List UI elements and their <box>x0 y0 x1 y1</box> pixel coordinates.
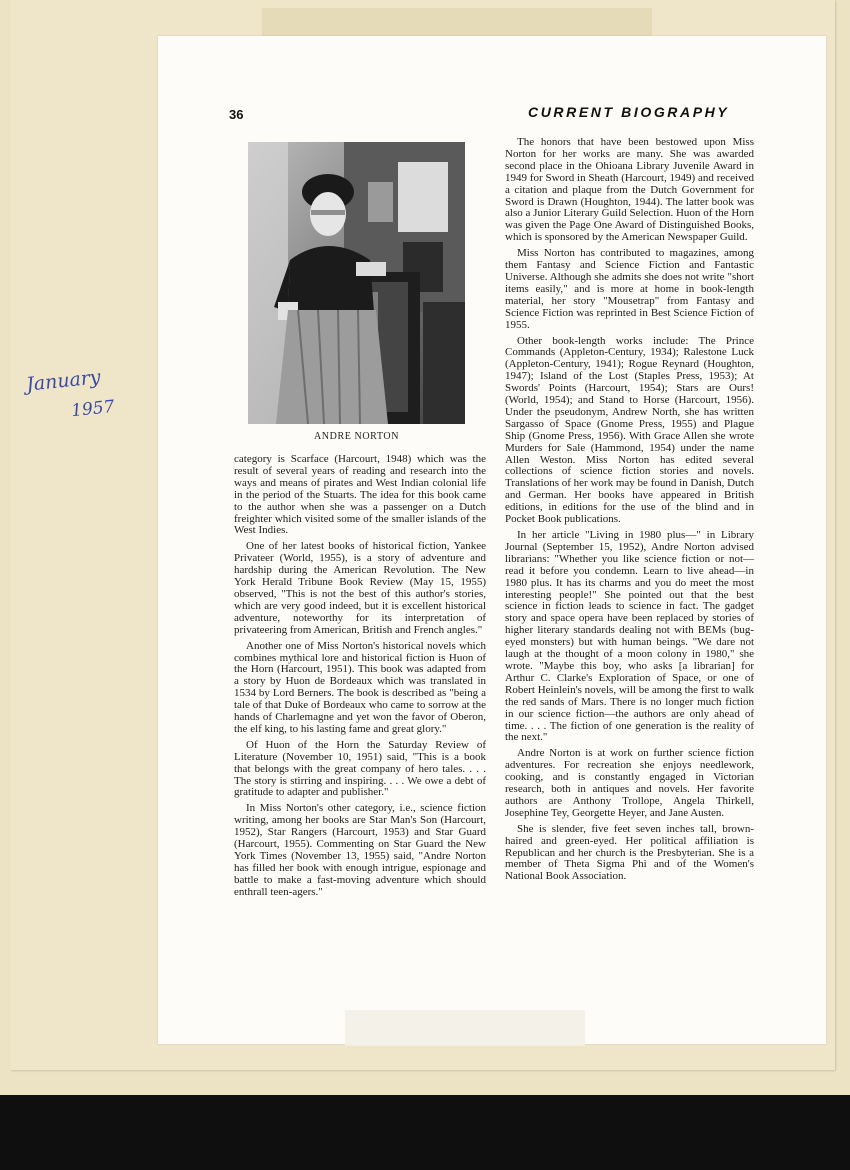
article-column-left <box>234 454 486 903</box>
handwritten-year: 1957 <box>70 396 116 422</box>
paragraph: category is Scarface (Harcourt, 1948) which was the result of several years of reading and research into the ways and means of pirates and West Indian colonial life in the period of the Stuarts. The idea for this book came to the author when she was a passenger on a Dutch freighter which visited some of the smaller islands of the West Indies. <box>234 453 486 537</box>
author-photo <box>248 142 465 424</box>
paragraph: The honors that have been bestowed upon Miss Norton for her works are many. She was awarded second place in the Ohioana Library Juvenile Award in 1949 for Sword in Sheath (Harcourt, 1949) and received a citation and plaque from the Dutch Government for Sword is Drawn (Houghton, 1944). The latter book was also a Junior Literary Guild Selection. Huon of the Horn was given the Page One Award of Distinguished Books, which is sponsored by the American Newspaper Guild. <box>505 136 754 244</box>
paragraph: One of her latest books of historical fiction, Yankee Privateer (World, 1955), is a story of adventure and hardship during the American Revolution. The New York Herald Tribune Book Review (May 15, 1955) observed, "This is not the best of this author's stories, which are very good indeed, but it is excellent historical adventure, noteworthy for its interpretation of privateering from American, British and French angles." <box>234 540 486 636</box>
paragraph: Andre Norton is at work on further science fiction adventures. For recreation she enjoys needlework, cooking, and is constantly engaged in Victorian research, both in antiques and novels. Her favorite authors are Anthony Trollope, Angela Thirkell, Josephine Tey, Georgette Heyer, and Jane Austen. <box>505 747 754 819</box>
handwritten-date-note <box>25 362 141 433</box>
tape-strip-bottom <box>345 1010 585 1046</box>
handwritten-month: January <box>25 366 102 396</box>
paragraph: In Miss Norton's other category, i.e., science fiction writing, among her books are Star Man's Son (Harcourt, 1952), Star Rangers (Harcourt, 1953) and Star Guard (Harcourt, 1955). Commenting on Star Guard the New York Times (November 13, 1955) said, "Andre Norton has filled her book with enough intrigue, espionage and battle to make a fast-moving adventure which should enthrall teen-agers." <box>234 802 486 898</box>
running-head-title: CURRENT BIOGRAPHY <box>528 104 730 120</box>
photo-caption: ANDRE NORTON <box>313 431 400 442</box>
portrait-image <box>248 142 465 424</box>
paragraph: She is slender, five feet seven inches tall, brown-haired and green-eyed. Her political affiliation is Republican and her church is the Presbyterian. She is a member of Theta Sigma Phi and of the Women's National Book Association. <box>505 822 754 883</box>
paragraph: Miss Norton has contributed to magazines, among them Fantasy and Science Fiction and Fantastic Universe. Although she admits she does not write "short items easily," and is more at home in book-length material, her story "Mousetrap" from Fantasy and Science Fiction was reprinted in Best Science Fiction of 1955. <box>505 247 754 331</box>
article-column-right <box>505 137 754 887</box>
page-number: 36 <box>229 107 244 122</box>
paragraph: Another one of Miss Norton's historical novels which combines mythical lore and historical fiction is Huon of the Horn (Harcourt, 1951). This book was adapted from a story by Huon de Bordeaux which was translated in 1534 by Lord Berners. The book is described as "being a tale of that Duke of Bordeaux who came to sorrow at the hands of Charlemagne and yet won the favor of Oberon, the elf king, to his lasting fame and great glory." <box>234 639 486 735</box>
paragraph: Other book-length works include: The Prince Commands (Appleton-Century, 1934); Ralestone Luck (Appleton-Century, 1941); Rogue Reynard (Houghton, 1947); Island of the Lost (Staples Press, 1953); At Swords' Points (Harcourt, 1954); Stars are Ours! (World, 1954); and Stand to Horse (Harcourt, 1956). Under the pseudonym, Andrew North, she has written Sargasso of Space (Gnome Press, 1955) and Plague Ship (Gnome Press, 1956). With Grace Allen she wrote Murders for Sale (Hammond, 1954) under the name Allen Weston. Miss Norton has edited several collections of science fiction stories and novels. Translations of her work may be found in Danish, Dutch and German. Her books have appeared in British editions, in editions for the use of the blind and in Pocket Book publications. <box>505 334 754 526</box>
paragraph: Of Huon of the Horn the Saturday Review of Literature (November 10, 1951) said, "This is a book that belongs with the great company of hero tales. . . . The story is stirring and inspiring. . . . We owe a debt of gratitude to adapter and publisher." <box>234 738 486 799</box>
paragraph: In her article "Living in 1980 plus—" in Library Journal (September 15, 1952), Andre Norton advised librarians: "Whether you like science fiction or not—read it before you condemn. Learn to live ahead—in 1980 plus. It has its charms and you do meet the most interesting people!" She pointed out that the best science in fiction leads to science in fact. The gadget story and space opera have been replaced by stories of higher literary standards dealing not with BEMs (bug-eyed monsters) but with human beings. "We dare not laugh at the thought of a moon colony in 1980," she wrote. "Maybe this boy, who asks [a librarian] for Arthur C. Clarke's Exploration of Space, or one of Robert Heinlein's novels, will be among the first to walk the red sands of Mars. There is no longer much fiction in our science fiction—the authors are only ahead of time. . . . The fiction of one generation is the reality of the next." <box>505 529 754 744</box>
